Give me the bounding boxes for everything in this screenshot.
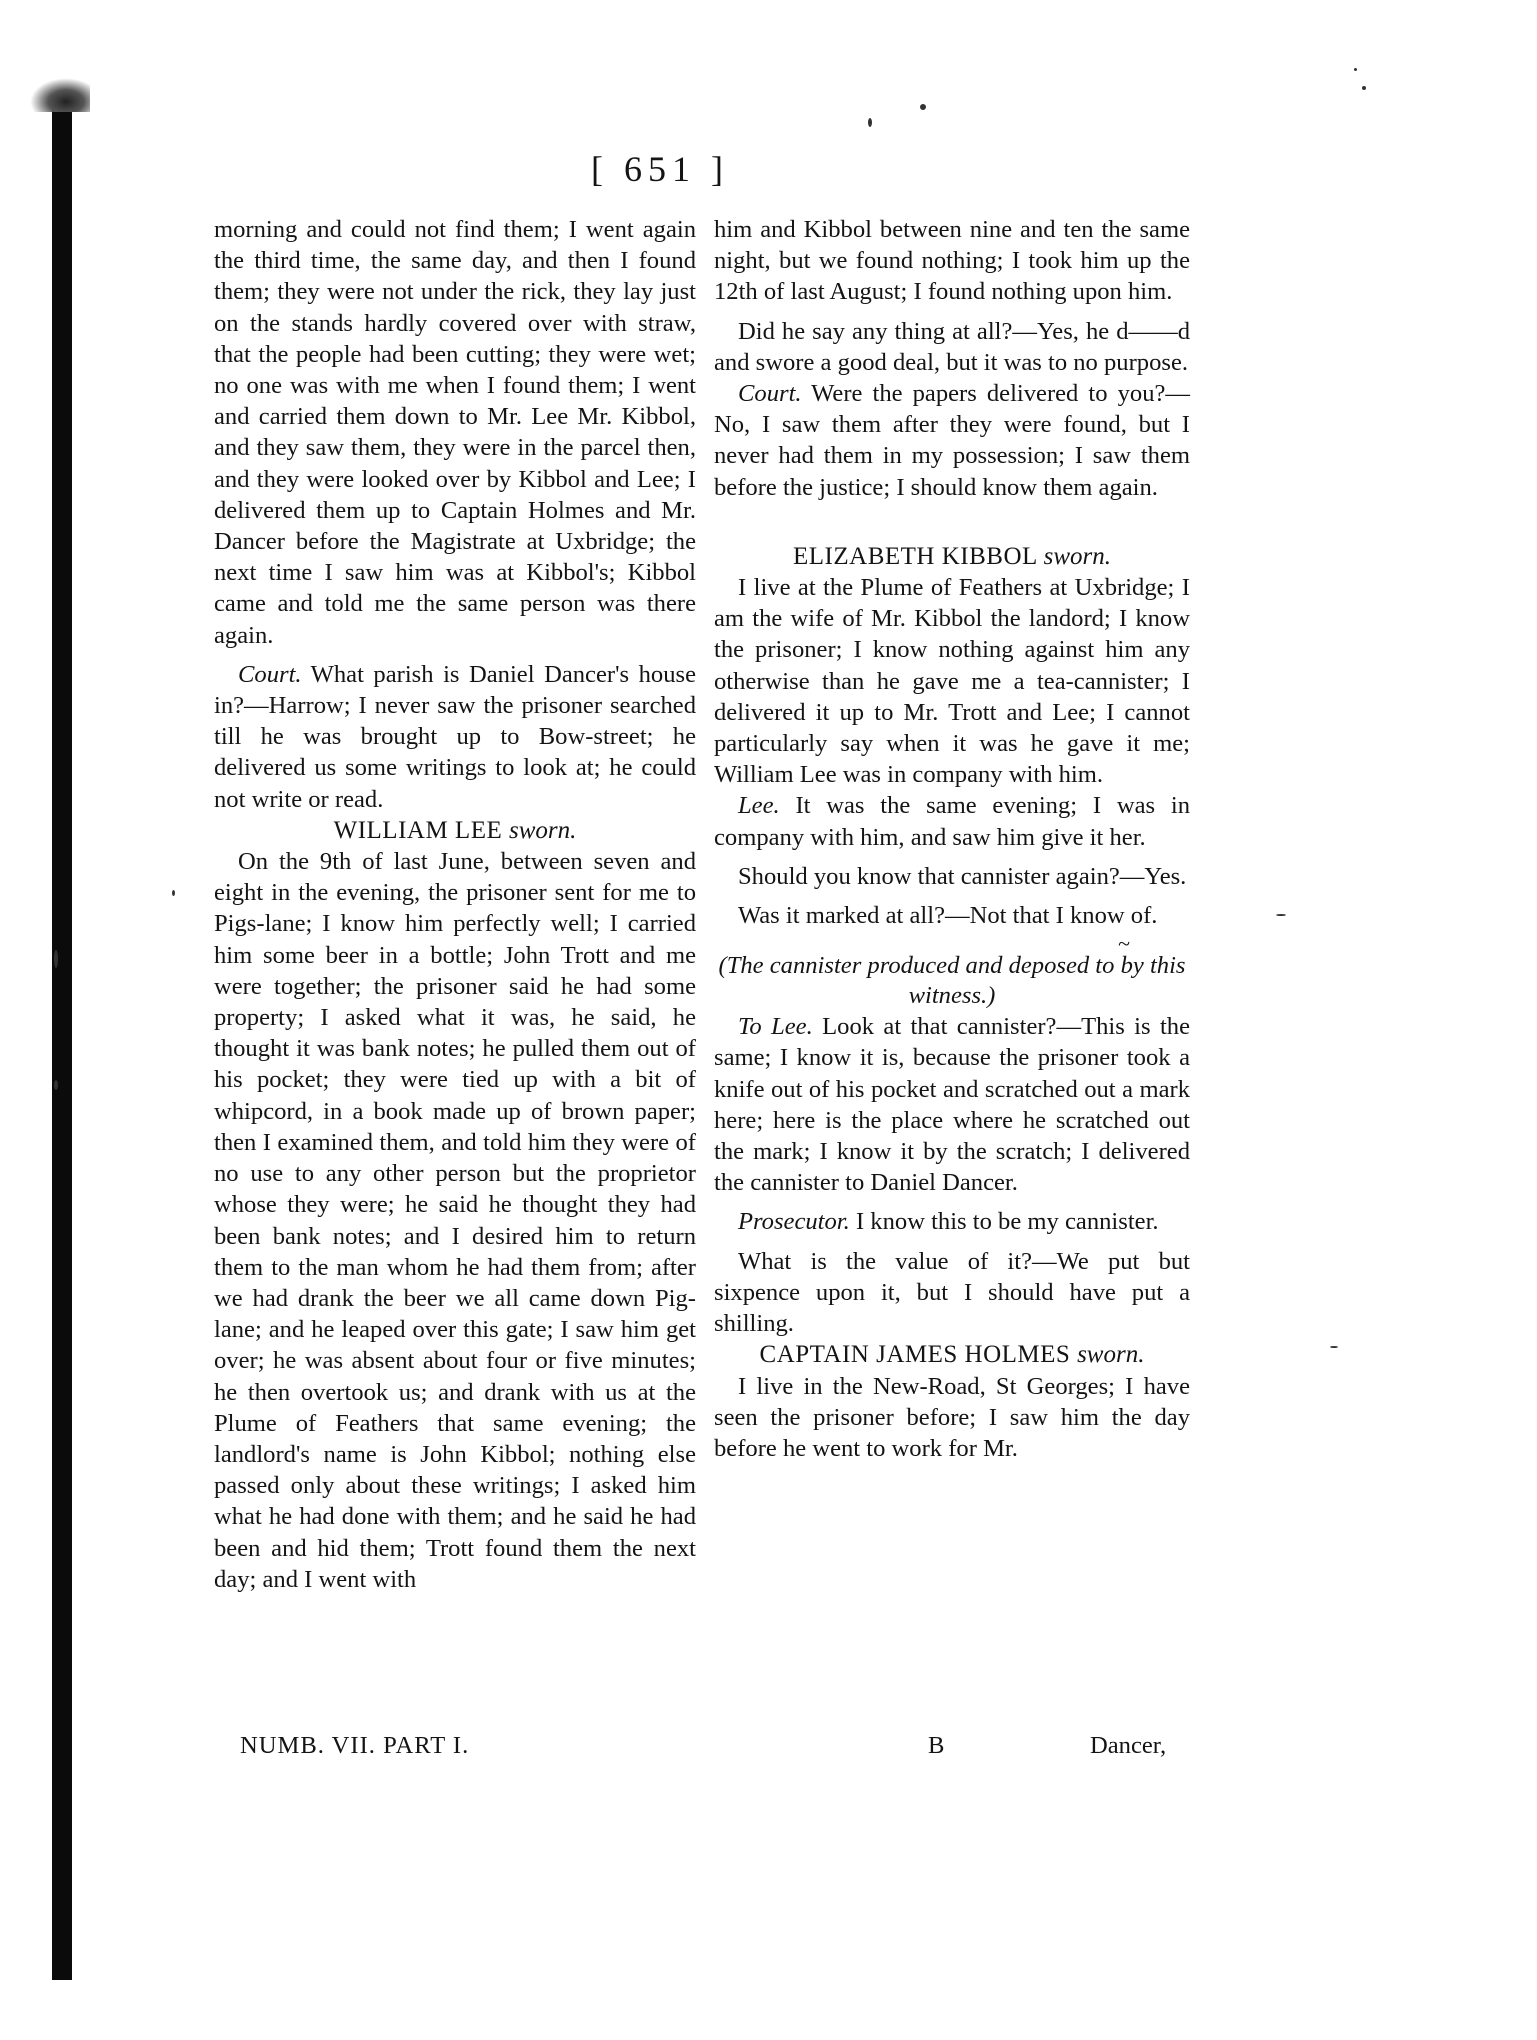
paragraph-text: What parish is Daniel Dancer's house in?—Harrow; I never saw the prisoner searched till he was brought up to Bow-street; he delivered us some writings to look at; he could not write or read. xyxy=(214,660,696,813)
paragraph xyxy=(714,378,1190,503)
paragraph: him and Kibbol between nine and ten the same night, but we found nothing; I took him up the 12th of last August; I found nothing upon him. xyxy=(714,216,1190,306)
paragraph xyxy=(714,1011,1190,1198)
speaker-label: Court. xyxy=(238,660,302,688)
paragraph xyxy=(714,572,1190,790)
paragraph xyxy=(714,861,1190,892)
paragraph xyxy=(214,659,696,815)
paragraph-text: Did he say any thing at all?—Yes, he d——d and swore a good deal, but it was to no purpose. xyxy=(714,317,1190,376)
sworn-label: sworn. xyxy=(1043,542,1111,570)
speaker-label: Prosecutor. xyxy=(738,1208,850,1236)
witness-name: WILLIAM LEE xyxy=(333,816,503,844)
book-spine-shadow xyxy=(52,100,72,1980)
scan-speck xyxy=(1276,914,1286,916)
scan-speck xyxy=(1330,1346,1338,1348)
sworn-label: sworn. xyxy=(509,816,577,844)
left-column xyxy=(214,214,696,1595)
paragraph-text: On the 9th of last June, between seven and eight in the evening, the prisoner sent for me to Pigs-lane; I know him perfectly well; I carried him some beer in a bottle; John Trott and me were together; the prisoner said he had some property; I asked what it was, he said, he thought it was bank notes; he pulled them out of his pocket; they were tied up with a bit of whipcord, in a book made up of brown paper; then I examined them, and told him they were of no use to any other person but the proprietor whose they were; he said he thought they had been bank notes; and I desired him to return them to the man whom he had them from; after we had drank the beer we all came down Pig-lane; and he leaped over this gate; I saw him get over; he was absent about four or five minutes; he then overtook us; and drank with us at the Plume of Feathers that same evening; the landlord's name is John Kibbol; nothing else passed only about these writings; I asked him what he had done with them; and he said he had been and hid them; Trott found them the next day; and I went with xyxy=(214,848,696,1593)
paragraph xyxy=(714,900,1190,931)
scan-speck xyxy=(868,118,872,127)
scan-speck xyxy=(920,104,926,110)
paragraph-text: It was the same evening; I was in company with him, and saw him give it her. xyxy=(714,792,1190,851)
stage-direction: (The cannister produced and deposed to by this witness.) xyxy=(718,952,1186,1010)
paragraph-text: Were the papers delivered to you?—No, I saw them after they were found, but I never had them in my possession; I saw them before the justice; I should know them again. xyxy=(714,380,1190,501)
speaker-label: Court. xyxy=(738,380,802,408)
paragraph-text: Was it marked at all?—Not that I know of. xyxy=(738,902,1158,930)
paragraph-text: I live in the New-Road, St Georges; I have seen the prisoner before; I saw him the day before he went to work for Mr. xyxy=(714,1372,1190,1462)
paragraph xyxy=(714,1371,1190,1465)
paragraph-text: Look at that cannister?—This is the same; I know it is, because the prisoner took a knife out of his pocket and scratched out a mark here; here is the place where he scratched out the mark; I know it by the scratch; I delivered the cannister to Daniel Dancer. xyxy=(714,1013,1190,1197)
page-number: [ 651 ] xyxy=(591,149,729,189)
right-column xyxy=(714,214,1190,1464)
printer-mark: ~ xyxy=(1118,931,1130,957)
speaker-label: Lee. xyxy=(738,792,780,820)
paragraph xyxy=(714,316,1190,378)
scan-speck xyxy=(54,950,58,968)
binding-smudge xyxy=(30,78,90,112)
paragraph-text: Should you know that cannister again?—Yes. xyxy=(738,862,1187,890)
scan-speck xyxy=(1354,68,1357,71)
paragraph xyxy=(714,1246,1190,1340)
witness-name: CAPTAIN JAMES HOLMES xyxy=(759,1341,1071,1369)
witness-name: ELIZABETH KIBBOL xyxy=(793,542,1037,570)
witness-heading xyxy=(714,1339,1190,1370)
paragraph-text: I know this to be my cannister. xyxy=(849,1208,1159,1236)
paragraph-text: What is the value of it?—We put but sixpence upon it, but I should have put a shilling. xyxy=(714,1247,1190,1338)
signature-mark: B xyxy=(928,1732,945,1759)
witness-heading xyxy=(214,815,696,846)
scan-speck xyxy=(54,1080,58,1090)
scan-speck xyxy=(1362,86,1366,90)
signature-line: NUMB. VII. PART I. xyxy=(240,1732,470,1759)
paragraph-text: I live at the Plume of Feathers at Uxbridge; I am the wife of Mr. Kibbol the landord; I know the prisoner; I know nothing against him any otherwise than he gave me a tea-cannister; I delivered it up to Mr. Trott and Lee; I cannot particularly say when it was he gave it me; William Lee was in company with him. xyxy=(714,574,1190,789)
speaker-label: To Lee. xyxy=(738,1013,813,1041)
witness-heading xyxy=(714,541,1190,572)
paragraph: morning and could not find them; I went again the third time, the same day, and then I found them; they were not under the rick, they lay just on the stands hardly covered over with straw, that the people had been cutting; they were wet; no one was with me when I found them; I went and carried them down to Mr. Lee Mr. Kibbol, and they saw them, they were in the parcel then, and they were looked over by Kibbol and Lee; I delivered them up to Captain Holmes and Mr. Dancer before the Magistrate at Uxbridge; the next time I saw him was at Kibbol's; Kibbol came and told me the same person was there again. xyxy=(214,216,696,649)
sworn-label: sworn. xyxy=(1077,1341,1145,1369)
paragraph xyxy=(214,846,696,1595)
catchword: Dancer, xyxy=(1090,1732,1167,1759)
paragraph xyxy=(714,1206,1190,1237)
paragraph xyxy=(714,790,1190,852)
scan-speck xyxy=(172,890,175,896)
